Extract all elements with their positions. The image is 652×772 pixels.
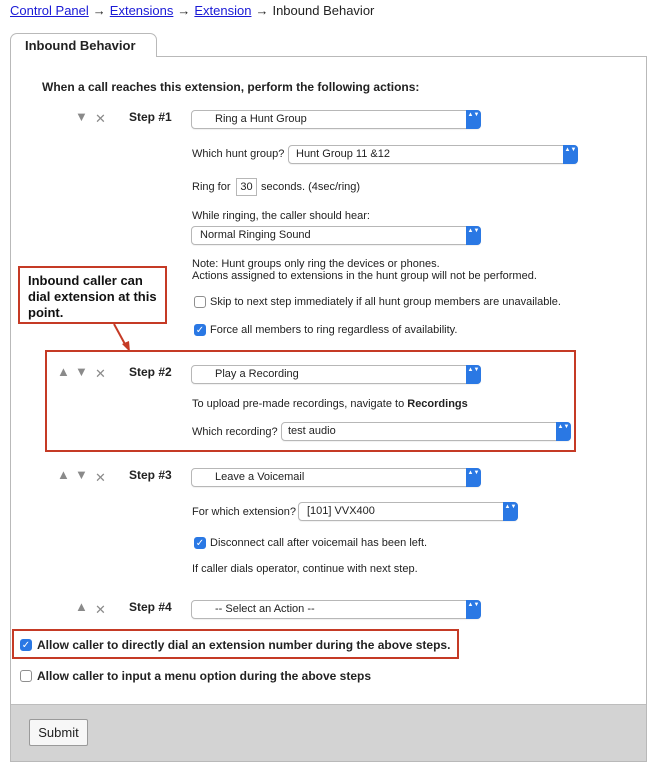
select-spinner-icon: ▲▼ <box>466 600 481 619</box>
allow-dial-extension-checkbox[interactable]: ✓ <box>21 640 31 651</box>
select-spinner-icon: ▲▼ <box>556 422 571 441</box>
step-3-label: Step #3 <box>129 468 172 482</box>
ring-for-label: Ring for <box>192 181 231 193</box>
form-footer <box>11 704 646 761</box>
step-1-action-value: Ring a Hunt Group <box>215 113 307 125</box>
hunt-note-line-1: Note: Hunt groups only ring the devices or phones. <box>192 258 440 270</box>
tab-inbound-behavior[interactable]: Inbound Behavior <box>10 33 157 57</box>
extension-value: [101] VVX400 <box>307 505 375 517</box>
skip-unavailable-label: Skip to next step immediately if all hunt group members are unavailable. <box>210 296 561 308</box>
breadcrumb-extension[interactable]: Extension <box>194 3 252 18</box>
select-spinner-icon: ▲▼ <box>466 468 481 487</box>
select-spinner-icon: ▲▼ <box>466 226 481 245</box>
step-4-label: Step #4 <box>129 600 172 614</box>
which-extension-label: For which extension? <box>192 506 296 518</box>
step-3-action-value: Leave a Voicemail <box>215 471 305 483</box>
step-3-action-select[interactable] <box>191 468 481 487</box>
hunt-group-label: Which hunt group? <box>192 148 285 160</box>
which-recording-label: Which recording? <box>192 426 278 438</box>
move-down-icon[interactable]: ▼ <box>75 364 88 379</box>
select-spinner-icon: ▲▼ <box>466 110 481 129</box>
breadcrumb <box>10 3 374 18</box>
disconnect-after-voicemail-label: Disconnect call after voicemail has been left. <box>210 537 428 549</box>
caller-hear-label: While ringing, the caller should hear: <box>192 210 370 222</box>
disconnect-after-voicemail-checkbox[interactable]: ✓ <box>195 538 205 549</box>
ring-for-input[interactable]: 30 <box>236 178 257 196</box>
callout-annotation: Inbound caller can dial extension at this point. <box>18 266 167 324</box>
breadcrumb-separator: → <box>92 3 106 18</box>
ring-for-suffix: seconds. (4sec/ring) <box>261 181 361 193</box>
move-down-icon[interactable]: ▼ <box>75 109 88 124</box>
remove-step-icon[interactable]: ✕ <box>95 111 106 126</box>
step-4-action-select[interactable] <box>191 600 481 619</box>
allow-menu-option-label: Allow caller to input a menu option during the above steps <box>37 669 372 683</box>
hunt-group-value: Hunt Group 11 &12 <box>296 148 390 160</box>
select-spinner-icon: ▲▼ <box>466 365 481 384</box>
hunt-note-line-2: Actions assigned to extensions in the hunt group will not be performed. <box>192 270 537 282</box>
breadcrumb-current: Inbound Behavior <box>272 3 375 18</box>
remove-step-icon[interactable]: ✕ <box>95 602 106 617</box>
breadcrumb-separator: → <box>177 3 191 18</box>
select-spinner-icon: ▲▼ <box>563 145 578 164</box>
submit-button[interactable]: Submit <box>29 719 88 746</box>
remove-step-icon[interactable]: ✕ <box>95 366 106 381</box>
operator-continue-text: If caller dials operator, continue with next step. <box>192 563 418 575</box>
step-2-label: Step #2 <box>129 365 172 379</box>
skip-unavailable-checkbox[interactable] <box>194 296 206 308</box>
upload-recordings-prefix: To upload pre-made recordings, navigate to <box>192 398 405 410</box>
step-1-action-select[interactable] <box>191 110 481 129</box>
ringing-sound-select[interactable] <box>191 226 481 245</box>
remove-step-icon[interactable]: ✕ <box>95 470 106 485</box>
intro-text: When a call reaches this extension, perform the following actions: <box>42 80 420 94</box>
step-4-action-value: -- Select an Action -- <box>215 603 315 615</box>
step-2-action-select[interactable] <box>191 365 481 384</box>
recording-value: test audio <box>288 425 336 437</box>
force-ring-checkbox[interactable]: ✓ <box>195 325 205 336</box>
breadcrumb-control-panel[interactable]: Control Panel <box>10 3 89 18</box>
select-spinner-icon: ▲▼ <box>503 502 518 521</box>
ringing-sound-value: Normal Ringing Sound <box>200 229 311 241</box>
recordings-link[interactable]: Recordings <box>407 398 468 410</box>
breadcrumb-separator: → <box>255 3 269 18</box>
move-up-icon[interactable]: ▲ <box>57 467 70 482</box>
extension-select[interactable] <box>298 502 518 521</box>
move-up-icon[interactable]: ▲ <box>57 364 70 379</box>
move-down-icon[interactable]: ▼ <box>75 467 88 482</box>
force-ring-label: Force all members to ring regardless of availability. <box>210 324 458 336</box>
step-1-label: Step #1 <box>129 110 172 124</box>
step-2-action-value: Play a Recording <box>215 368 299 380</box>
hunt-group-select[interactable] <box>288 145 578 164</box>
move-up-icon[interactable]: ▲ <box>75 599 88 614</box>
allow-menu-option-checkbox[interactable] <box>20 670 32 682</box>
upload-recordings-text <box>192 398 468 410</box>
breadcrumb-extensions[interactable]: Extensions <box>109 3 174 18</box>
recording-select[interactable] <box>281 422 571 441</box>
allow-dial-extension-label: Allow caller to directly dial an extension number during the above steps. <box>37 638 451 652</box>
